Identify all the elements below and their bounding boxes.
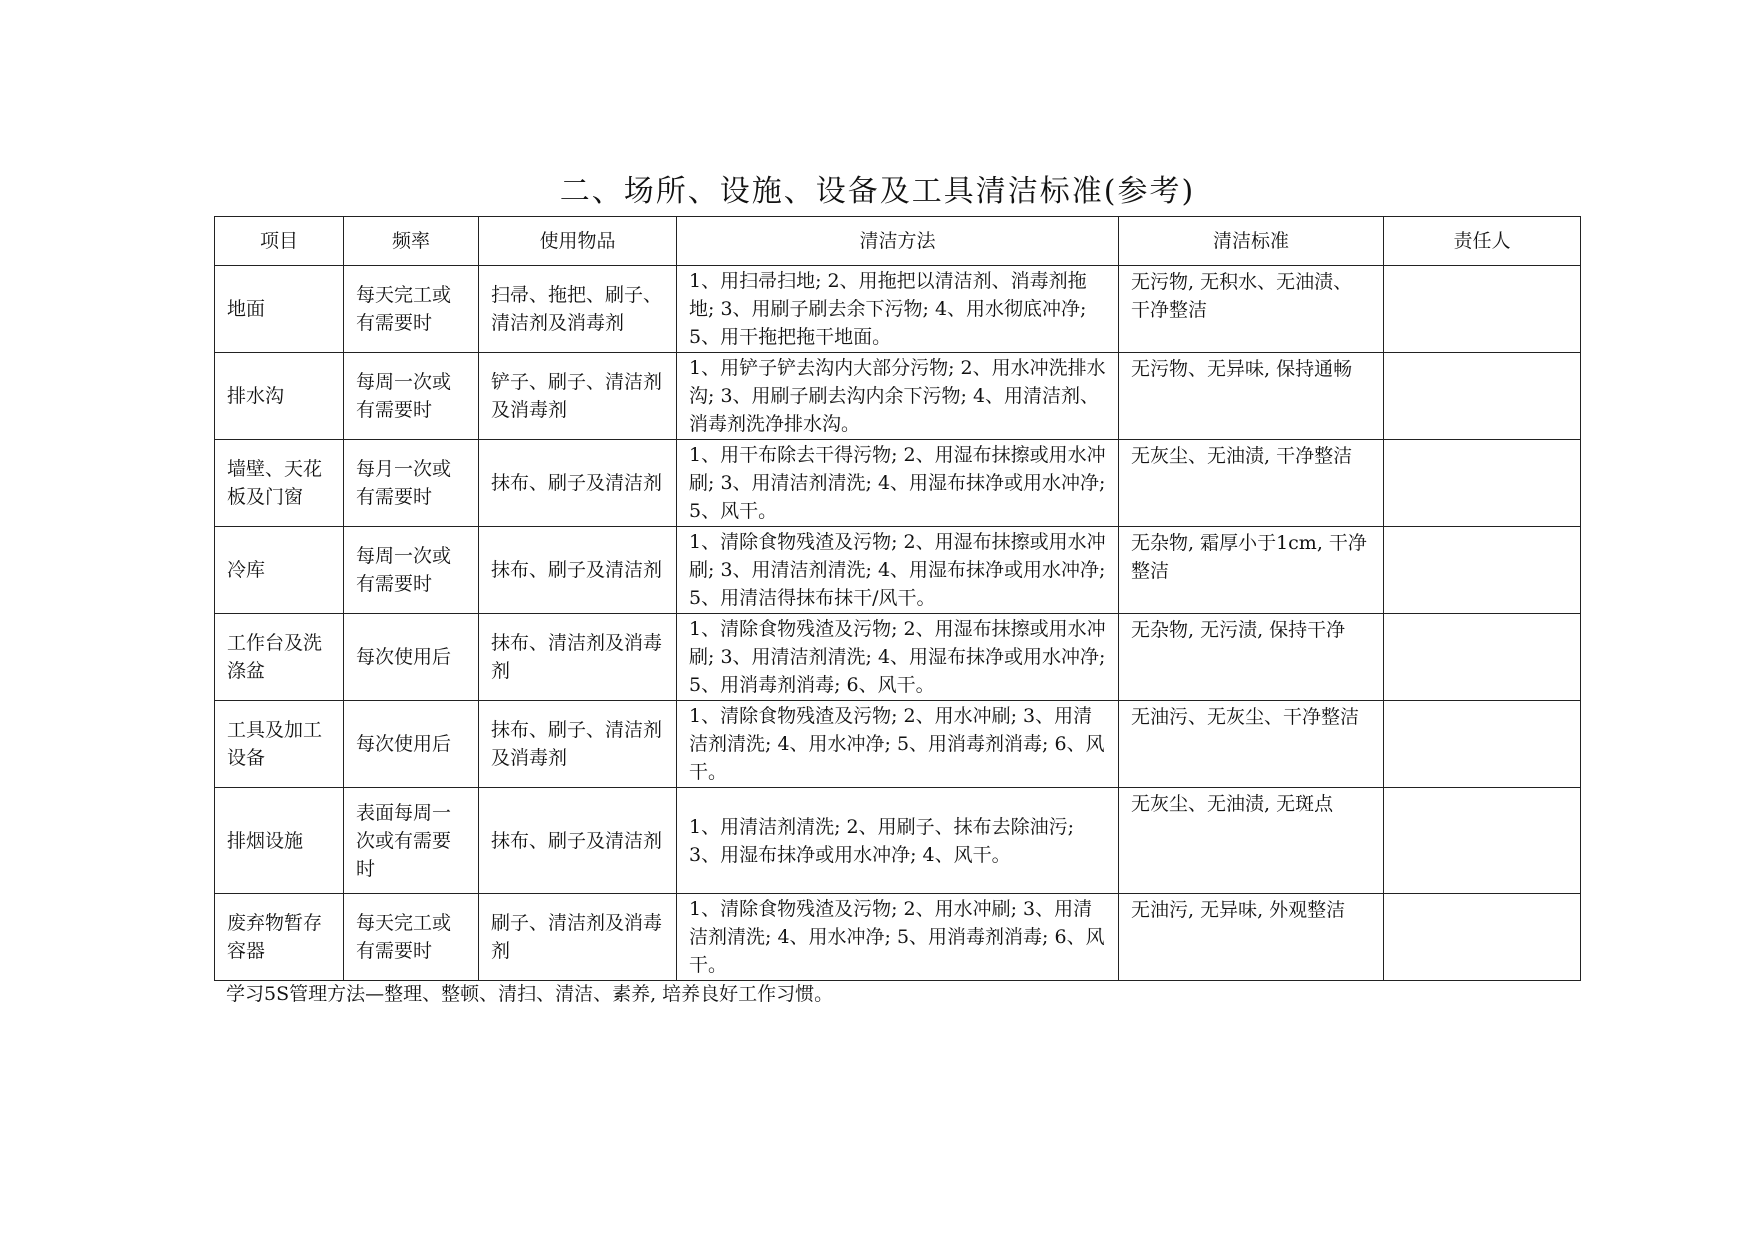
item-cell: 冷库 <box>215 527 344 614</box>
column-header-frequency: 频率 <box>344 217 479 266</box>
table-row <box>215 701 1581 788</box>
standard-cell: 无杂物, 霜厚小于1cm, 干净整洁 <box>1119 527 1384 614</box>
table-row <box>215 353 1581 440</box>
standard-cell: 无油污、无灰尘、干净整洁 <box>1119 701 1384 788</box>
column-header-item: 项目 <box>215 217 344 266</box>
frequency-cell: 每周一次或有需要时 <box>344 353 479 440</box>
person-cell[interactable] <box>1384 440 1581 527</box>
supplies-cell: 抹布、刷子及清洁剂 <box>479 440 677 527</box>
standard-cell: 无杂物, 无污渍, 保持干净 <box>1119 614 1384 701</box>
supplies-cell: 抹布、清洁剂及消毒剂 <box>479 614 677 701</box>
column-header-supplies: 使用物品 <box>479 217 677 266</box>
supplies-cell: 抹布、刷子及清洁剂 <box>479 527 677 614</box>
frequency-cell: 每次使用后 <box>344 614 479 701</box>
table-row <box>215 894 1581 981</box>
frequency-cell: 每月一次或有需要时 <box>344 440 479 527</box>
table-row <box>215 266 1581 353</box>
item-cell: 工具及加工设备 <box>215 701 344 788</box>
method-cell: 1、清除食物残渣及污物; 2、用水冲刷; 3、用清洁剂清洗; 4、用水冲净; 5、用消毒剂消毒; 6、风干。 <box>677 894 1119 981</box>
method-cell: 1、用扫帚扫地; 2、用拖把以清洁剂、消毒剂拖地; 3、用刷子刷去余下污物; 4、用水彻底冲净; 5、用干拖把拖干地面。 <box>677 266 1119 353</box>
supplies-cell: 扫帚、拖把、刷子、清洁剂及消毒剂 <box>479 266 677 353</box>
person-cell[interactable] <box>1384 353 1581 440</box>
method-cell: 1、清除食物残渣及污物; 2、用湿布抹擦或用水冲刷; 3、用清洁剂清洗; 4、用湿布抹净或用水冲净; 5、用消毒剂消毒; 6、风干。 <box>677 614 1119 701</box>
person-cell[interactable] <box>1384 527 1581 614</box>
person-cell[interactable] <box>1384 614 1581 701</box>
method-cell: 1、用清洁剂清洗; 2、用刷子、抹布去除油污; 3、用湿布抹净或用水冲净; 4、风干。 <box>677 788 1119 894</box>
header-row <box>215 217 1581 266</box>
table-row <box>215 527 1581 614</box>
standard-cell: 无污物、无异味, 保持通畅 <box>1119 353 1384 440</box>
page-title: 二、场所、设施、设备及工具清洁标准(参考) <box>559 174 1196 209</box>
item-cell: 排水沟 <box>215 353 344 440</box>
standard-cell: 无油污, 无异味, 外观整洁 <box>1119 894 1384 981</box>
item-cell: 地面 <box>215 266 344 353</box>
method-cell: 1、用干布除去干得污物; 2、用湿布抹擦或用水冲刷; 3、用清洁剂清洗; 4、用湿布抹净或用水冲净; 5、风干。 <box>677 440 1119 527</box>
item-cell: 排烟设施 <box>215 788 344 894</box>
column-header-person: 责任人 <box>1384 217 1581 266</box>
person-cell[interactable] <box>1384 788 1581 894</box>
standard-cell: 无污物, 无积水、无油渍、干净整洁 <box>1119 266 1384 353</box>
supplies-cell: 铲子、刷子、清洁剂及消毒剂 <box>479 353 677 440</box>
supplies-cell: 抹布、刷子、清洁剂及消毒剂 <box>479 701 677 788</box>
frequency-cell: 表面每周一次或有需要时 <box>344 788 479 894</box>
method-cell: 1、清除食物残渣及污物; 2、用湿布抹擦或用水冲刷; 3、用清洁剂清洗; 4、用湿布抹净或用水冲净; 5、用清洁得抹布抹干/风干。 <box>677 527 1119 614</box>
person-cell[interactable] <box>1384 701 1581 788</box>
frequency-cell: 每次使用后 <box>344 701 479 788</box>
cleaning-standards-table <box>214 216 1581 981</box>
supplies-cell: 刷子、清洁剂及消毒剂 <box>479 894 677 981</box>
table-row <box>215 440 1581 527</box>
table-body <box>215 266 1581 981</box>
person-cell[interactable] <box>1384 266 1581 353</box>
column-header-method: 清洁方法 <box>677 217 1119 266</box>
standard-cell: 无灰尘、无油渍, 无斑点 <box>1119 788 1384 894</box>
person-cell[interactable] <box>1384 894 1581 981</box>
frequency-cell: 每天完工或有需要时 <box>344 894 479 981</box>
item-cell: 废弃物暂存容器 <box>215 894 344 981</box>
method-cell: 1、用铲子铲去沟内大部分污物; 2、用水冲洗排水沟; 3、用刷子刷去沟内余下污物; 4、用清洁剂、消毒剂洗净排水沟。 <box>677 353 1119 440</box>
method-cell: 1、清除食物残渣及污物; 2、用水冲刷; 3、用清洁剂清洗; 4、用水冲净; 5、用消毒剂消毒; 6、风干。 <box>677 701 1119 788</box>
supplies-cell: 抹布、刷子及清洁剂 <box>479 788 677 894</box>
item-cell: 墙壁、天花板及门窗 <box>215 440 344 527</box>
table-row <box>215 788 1581 894</box>
item-cell: 工作台及洗涤盆 <box>215 614 344 701</box>
table-header <box>215 217 1581 266</box>
frequency-cell: 每天完工或有需要时 <box>344 266 479 353</box>
frequency-cell: 每周一次或有需要时 <box>344 527 479 614</box>
column-header-standard: 清洁标准 <box>1119 217 1384 266</box>
table-row <box>215 614 1581 701</box>
footnote: 学习5S管理方法—整理、整顿、清扫、清洁、素养, 培养良好工作习惯。 <box>226 983 834 1005</box>
standard-cell: 无灰尘、无油渍, 干净整洁 <box>1119 440 1384 527</box>
